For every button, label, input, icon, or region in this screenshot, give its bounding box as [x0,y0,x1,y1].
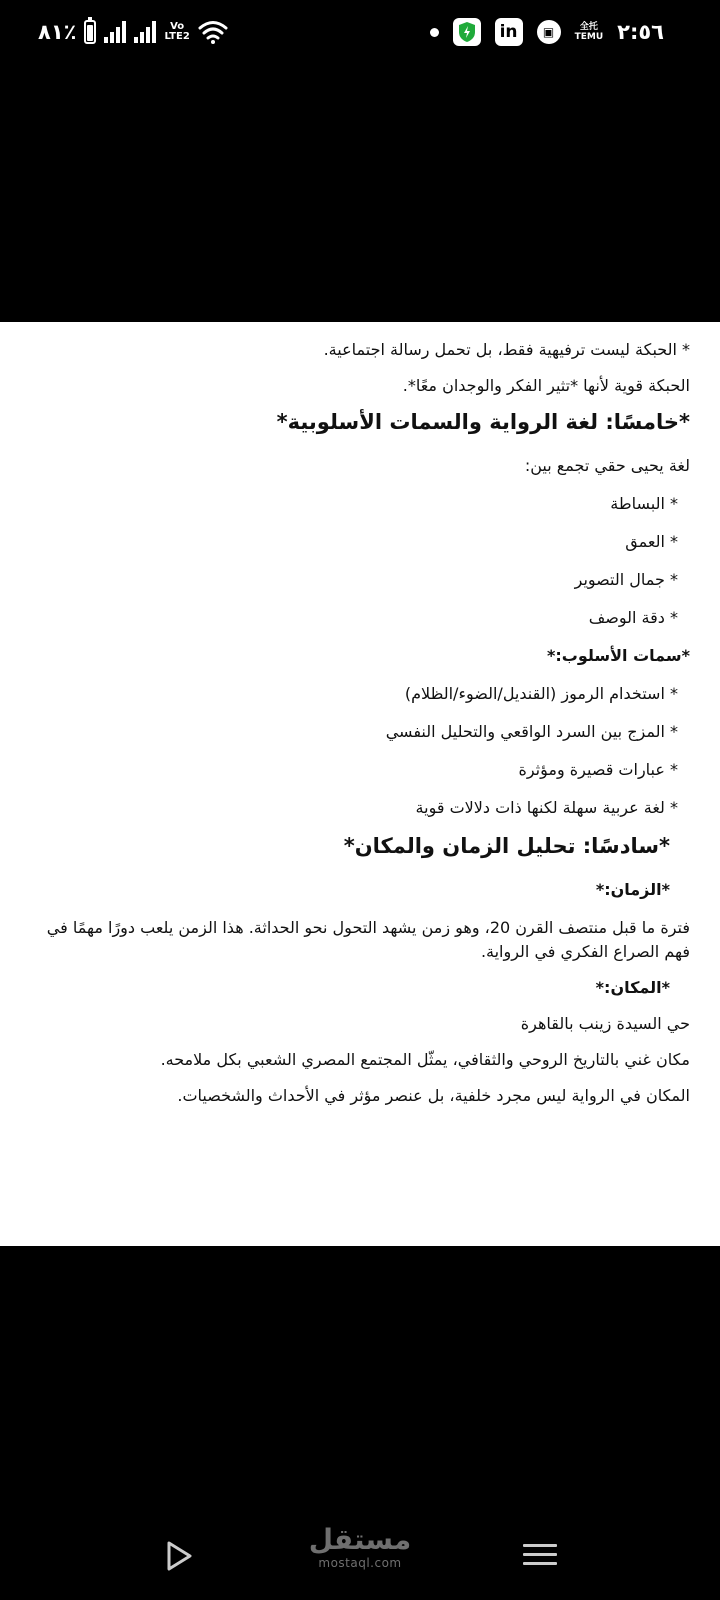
list-item: * المزج بين السرد الواقعي والتحليل النفسي [385,722,678,741]
battery-percentage: ٨١٪ [38,20,77,44]
notification-dot-icon [430,28,439,37]
shield-icon [453,18,481,46]
subheading: *المكان:* [595,978,670,997]
signal-icon-sim1 [104,21,126,43]
signal-icon-sim2 [134,21,156,43]
paragraph: فترة ما قبل منتصف القرن 20، وهو زمن يشهد التحول نحو الحداثة. هذا الزمن يلعب دورًا مهمًا في فهم الصراع الفكري في الرواية. [46,918,690,961]
list-item: * عبارات قصيرة ومؤثرة [518,760,678,779]
temu-top: 全托 [579,22,598,32]
app-notification-icon: ▣ [537,20,561,44]
section-heading: *سادسًا: تحليل الزمان والمكان* [343,834,670,858]
temu-bottom: TEMU [574,32,604,42]
list-item: * استخدام الرموز (القنديل/الضوء/الظلام) [404,684,678,703]
section-heading: *خامسًا: لغة الرواية والسمات الأسلوبية* [276,410,690,434]
mostaql-watermark [300,1524,420,1570]
list-item: * دقة الوصف [588,608,678,627]
status-right [430,14,664,50]
temu-icon [575,22,604,42]
volte-top: Vo [170,21,185,32]
article-line: * الحبكة ليست ترفيهية فقط، بل تحمل رسالة اجتماعية. [323,340,690,359]
article-line: حي السيدة زينب بالقاهرة [520,1014,690,1033]
list-item: * جمال التصوير [574,570,678,589]
watermark-domain: mostaql.com [318,1556,402,1570]
volte-icon [164,22,189,42]
menu-icon[interactable] [523,1538,557,1572]
clock: ٢:٥٦ [617,20,664,44]
article-line: الحبكة قوية لأنها *تثير الفكر والوجدان معًا*. [402,376,690,395]
wifi-icon [198,20,228,44]
subheading: *الزمان:* [595,880,670,899]
watermark-brand: مستقل [308,1523,412,1556]
play-icon[interactable] [160,1538,196,1574]
list-item: * العمق [625,532,678,551]
status-left [38,14,228,50]
status-bar [0,0,720,64]
list-item: * لغة عربية سهلة لكنها ذات دلالات قوية [415,798,678,817]
battery-icon [84,20,96,44]
paragraph: مكان غني بالتاريخ الروحي والثقافي، يمثّل المجتمع المصري الشعبي بكل ملامحه. [160,1050,690,1069]
article-page [0,322,720,1246]
linkedin-icon: in [495,18,523,46]
subheading: *سمات الأسلوب:* [546,646,690,665]
article-line: لغة يحيى حقي تجمع بين: [524,456,690,475]
list-item: * البساطة [610,494,678,513]
volte-bottom: LTE2 [164,31,190,42]
paragraph: المكان في الرواية ليس مجرد خلفية، بل عنصر مؤثر في الأحداث والشخصيات. [177,1086,690,1105]
